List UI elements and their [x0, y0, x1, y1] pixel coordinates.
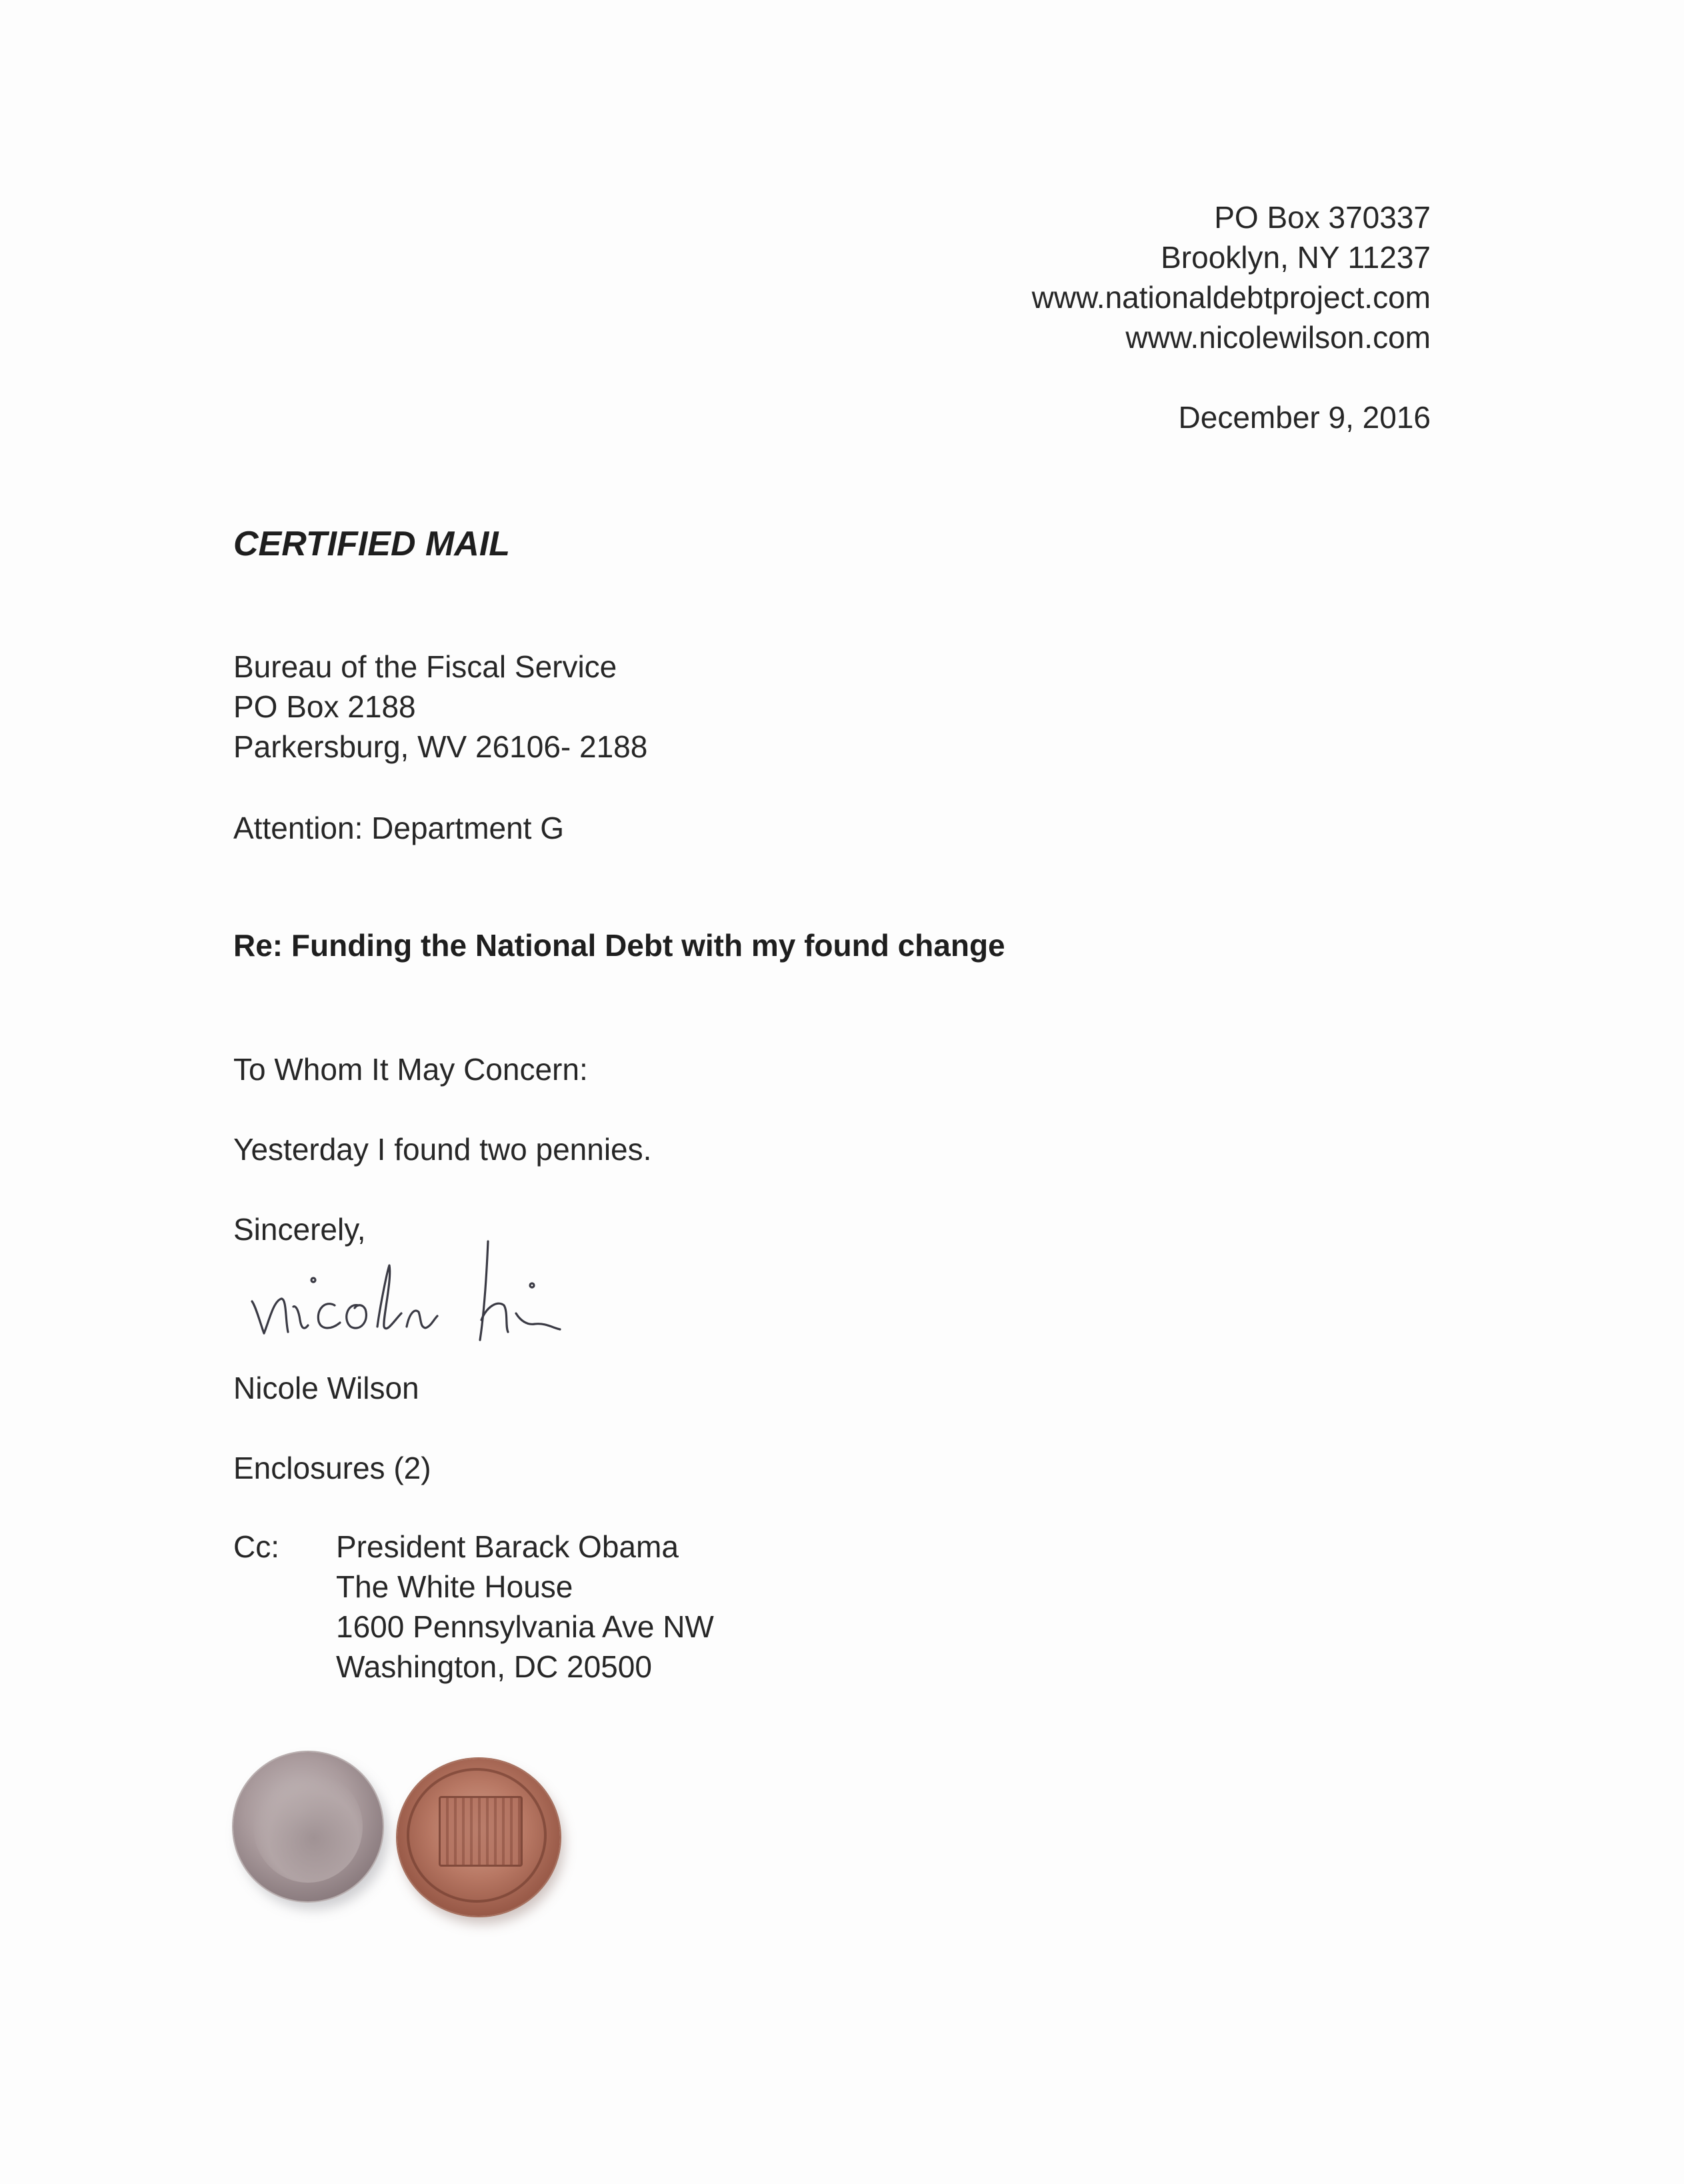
salutation: To Whom It May Concern:: [233, 1052, 588, 1087]
cc-address-line: Washington, DC 20500: [336, 1649, 652, 1684]
attention-line: Attention: Department G: [233, 811, 565, 845]
sender-name: Nicole Wilson: [233, 1371, 419, 1405]
recipient-address-line: Parkersburg, WV 26106- 2188: [233, 729, 648, 764]
cc-address-line: President Barack Obama: [336, 1529, 679, 1564]
return-address-line: www.nationaldebtproject.com: [1031, 280, 1431, 315]
delivery-method: CERTIFIED MAIL: [233, 525, 511, 563]
penny-obverse-icon: [233, 1752, 383, 1901]
penny-reverse-icon: [397, 1759, 560, 1916]
recipient-address-line: PO Box 2188: [233, 689, 416, 724]
enclosures-note: Enclosures (2): [233, 1451, 431, 1485]
cc-address-line: The White House: [336, 1569, 573, 1604]
recipient-address-line: Bureau of the Fiscal Service: [233, 649, 617, 684]
letter-date: December 9, 2016: [1178, 400, 1431, 435]
letter-body: Yesterday I found two pennies.: [233, 1132, 652, 1167]
recipient-address: [233, 647, 647, 767]
return-address-line: www.nicolewilson.com: [1125, 320, 1431, 355]
return-address: [1032, 197, 1431, 357]
closing: Sincerely,: [233, 1212, 366, 1247]
return-address-line: PO Box 370337: [1214, 200, 1431, 235]
subject-line: Re: Funding the National Debt with my found change: [233, 928, 1005, 963]
cc-address: [336, 1527, 714, 1687]
handwritten-signature: [247, 1227, 620, 1353]
cc-address-line: 1600 Pennsylvania Ave NW: [336, 1609, 714, 1644]
cc-label: Cc:: [233, 1529, 279, 1564]
return-address-line: Brooklyn, NY 11237: [1161, 240, 1431, 275]
